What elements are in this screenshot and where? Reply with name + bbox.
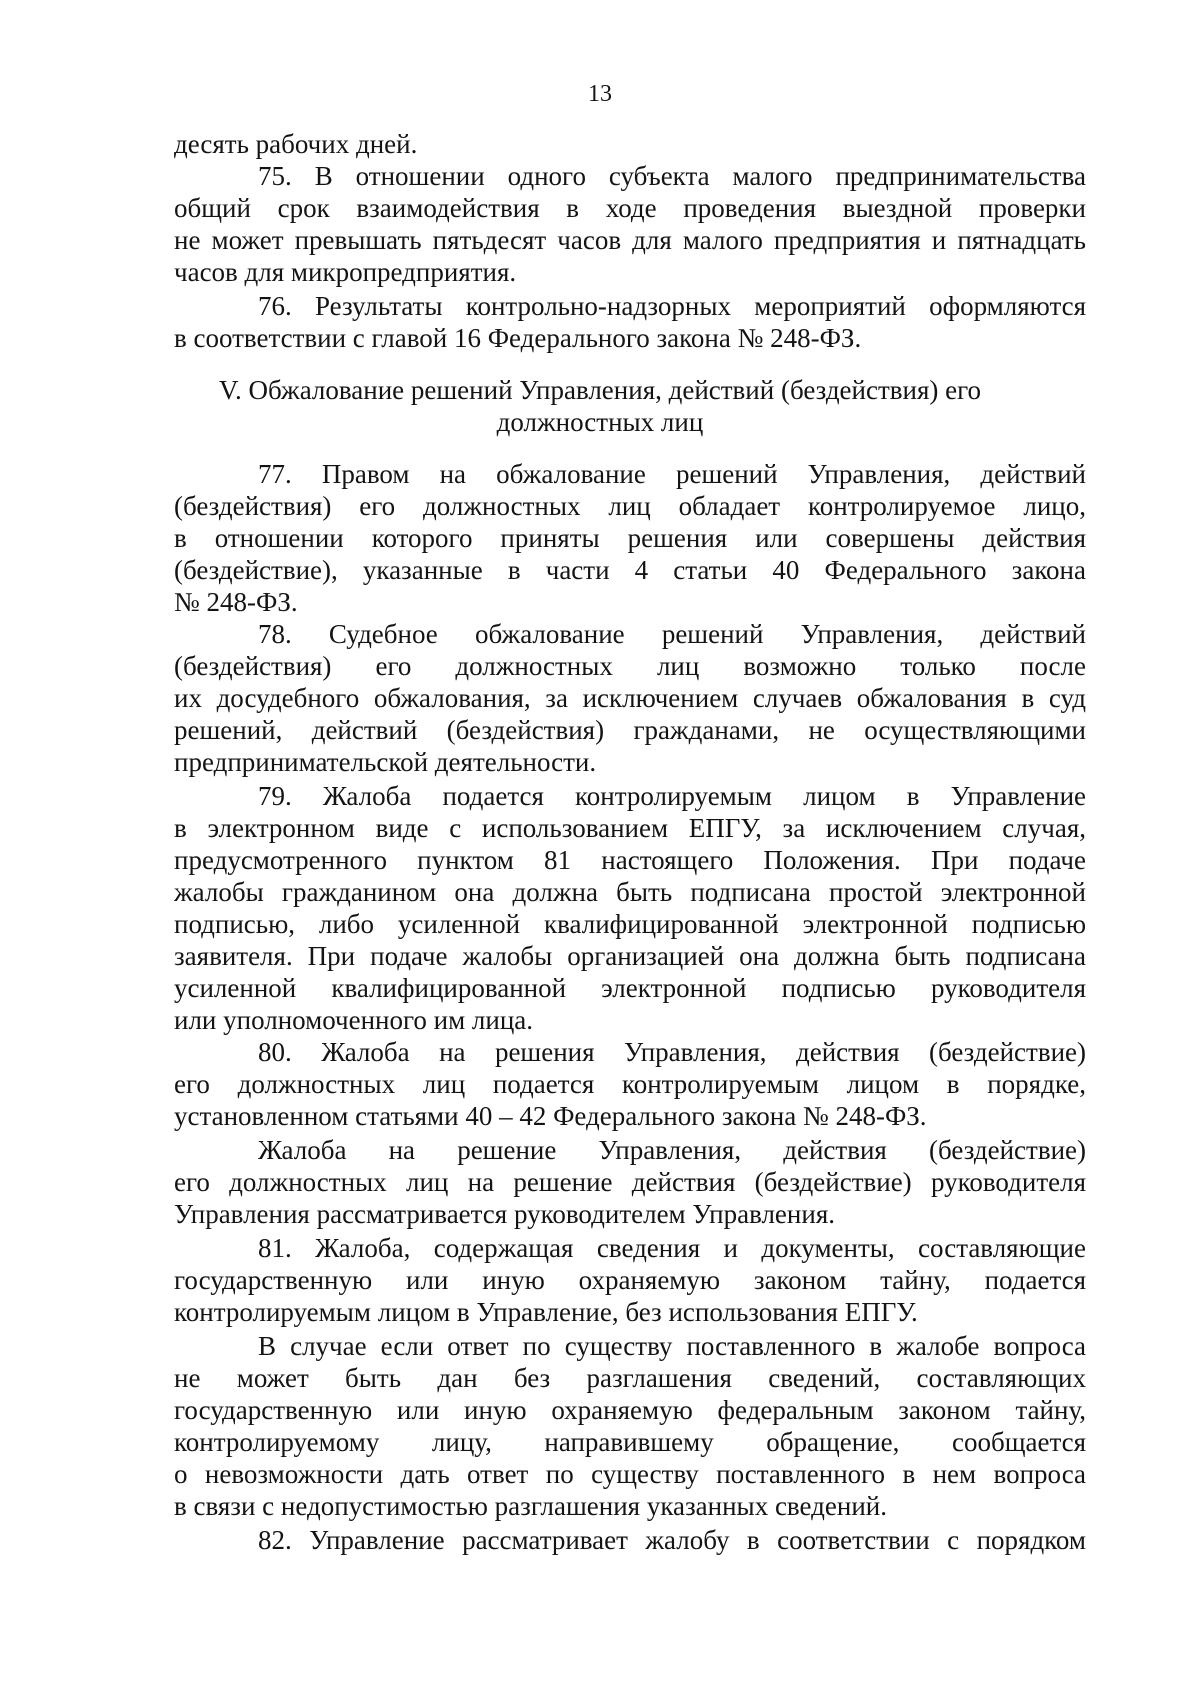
paragraph-line: Управления рассматривается руководителем Управления.	[174, 1199, 835, 1229]
paragraph-line: усиленной квалифицированной электронной подписью руководителя	[174, 973, 1086, 1003]
paragraph-line: в отношении которого приняты решения или совершены действия	[174, 523, 1086, 553]
paragraph-line: Жалоба на решение Управления, действия (бездействие)	[258, 1135, 1086, 1165]
paragraph-line: (бездействия) его должностных лиц обладает контролируемое лицо,	[174, 491, 1086, 521]
paragraph-line: 75. В отношении одного субъекта малого предпринимательства	[258, 161, 1086, 191]
paragraph-line: контролируемому лицу, направившему обращение, сообщается	[174, 1427, 1086, 1457]
paragraph-line: о невозможности дать ответ по существу поставленного в нем вопроса	[174, 1459, 1086, 1489]
paragraph-line: предпринимательской деятельности.	[174, 747, 597, 777]
paragraph-line: не может быть дан без разглашения сведений, составляющих	[174, 1363, 1086, 1393]
paragraph-line: (бездействия) его должностных лиц возможно только после	[174, 651, 1086, 681]
section-heading-line: V. Обжалование решений Управления, действий (бездействия) его	[218, 375, 982, 405]
paragraph-line: В случае если ответ по существу поставленного в жалобе вопроса	[258, 1331, 1086, 1361]
paragraph-line: его должностных лиц подается контролируемым лицом в порядке,	[174, 1069, 1086, 1099]
section-heading-line: должностных лиц	[496, 407, 704, 437]
paragraph-line: 77. Правом на обжалование решений Управления, действий	[258, 459, 1086, 489]
paragraph-line: контролируемым лицом в Управление, без использования ЕПГУ.	[174, 1297, 918, 1327]
paragraph-line: их досудебного обжалования, за исключением случаев обжалования в суд	[174, 683, 1086, 713]
paragraph-line: жалобы гражданином она должна быть подписана простой электронной	[174, 877, 1086, 907]
paragraph-line: его должностных лиц на решение действия (бездействие) руководителя	[174, 1167, 1086, 1197]
paragraph-line: десять рабочих дней.	[174, 129, 418, 159]
paragraph-line: заявителя. При подаче жалобы организацией она должна быть подписана	[174, 941, 1086, 971]
paragraph-line: 80. Жалоба на решения Управления, действия (бездействие)	[258, 1037, 1086, 1067]
paragraph-line: в связи с недопустимостью разглашения указанных сведений.	[174, 1491, 887, 1521]
paragraph-line: не может превышать пятьдесят часов для малого предприятия и пятнадцать	[174, 225, 1086, 255]
paragraph-line: государственную или иную охраняемую законом тайну, подается	[174, 1265, 1086, 1295]
paragraph-line: (бездействие), указанные в части 4 статьи 40 Федерального закона	[174, 555, 1086, 585]
paragraph-line: установленном статьями 40 – 42 Федерального закона № 248-ФЗ.	[174, 1101, 927, 1131]
paragraph-line: № 248-ФЗ.	[174, 587, 298, 617]
paragraph-line: 76. Результаты контрольно-надзорных мероприятий оформляются	[258, 291, 1086, 321]
paragraph-line: решений, действий (бездействия) гражданами, не осуществляющими	[174, 715, 1086, 745]
paragraph-line: или уполномоченного им лица.	[174, 1005, 534, 1035]
paragraph-line: в соответствии с главой 16 Федерального закона № 248-ФЗ.	[174, 323, 862, 353]
paragraph-line: часов для микропредприятия.	[174, 257, 517, 287]
paragraph-line: государственную или иную охраняемую федеральным законом тайну,	[174, 1395, 1086, 1425]
paragraph-line: 79. Жалоба подается контролируемым лицом в Управление	[258, 781, 1086, 811]
paragraph-line: общий срок взаимодействия в ходе проведения выездной проверки	[174, 193, 1086, 223]
paragraph-line: 78. Судебное обжалование решений Управления, действий	[258, 619, 1086, 649]
page-number: 13	[588, 81, 612, 107]
paragraph-line: 81. Жалоба, содержащая сведения и документы, составляющие	[258, 1233, 1086, 1263]
paragraph-line: подписью, либо усиленной квалифицированной электронной подписью	[174, 909, 1086, 939]
paragraph-line: предусмотренного пунктом 81 настоящего Положения. При подаче	[174, 845, 1086, 875]
paragraph-line: в электронном виде с использованием ЕПГУ, за исключением случая,	[174, 813, 1086, 843]
paragraph-line: 82. Управление рассматривает жалобу в соответствии с порядком	[258, 1525, 1086, 1555]
